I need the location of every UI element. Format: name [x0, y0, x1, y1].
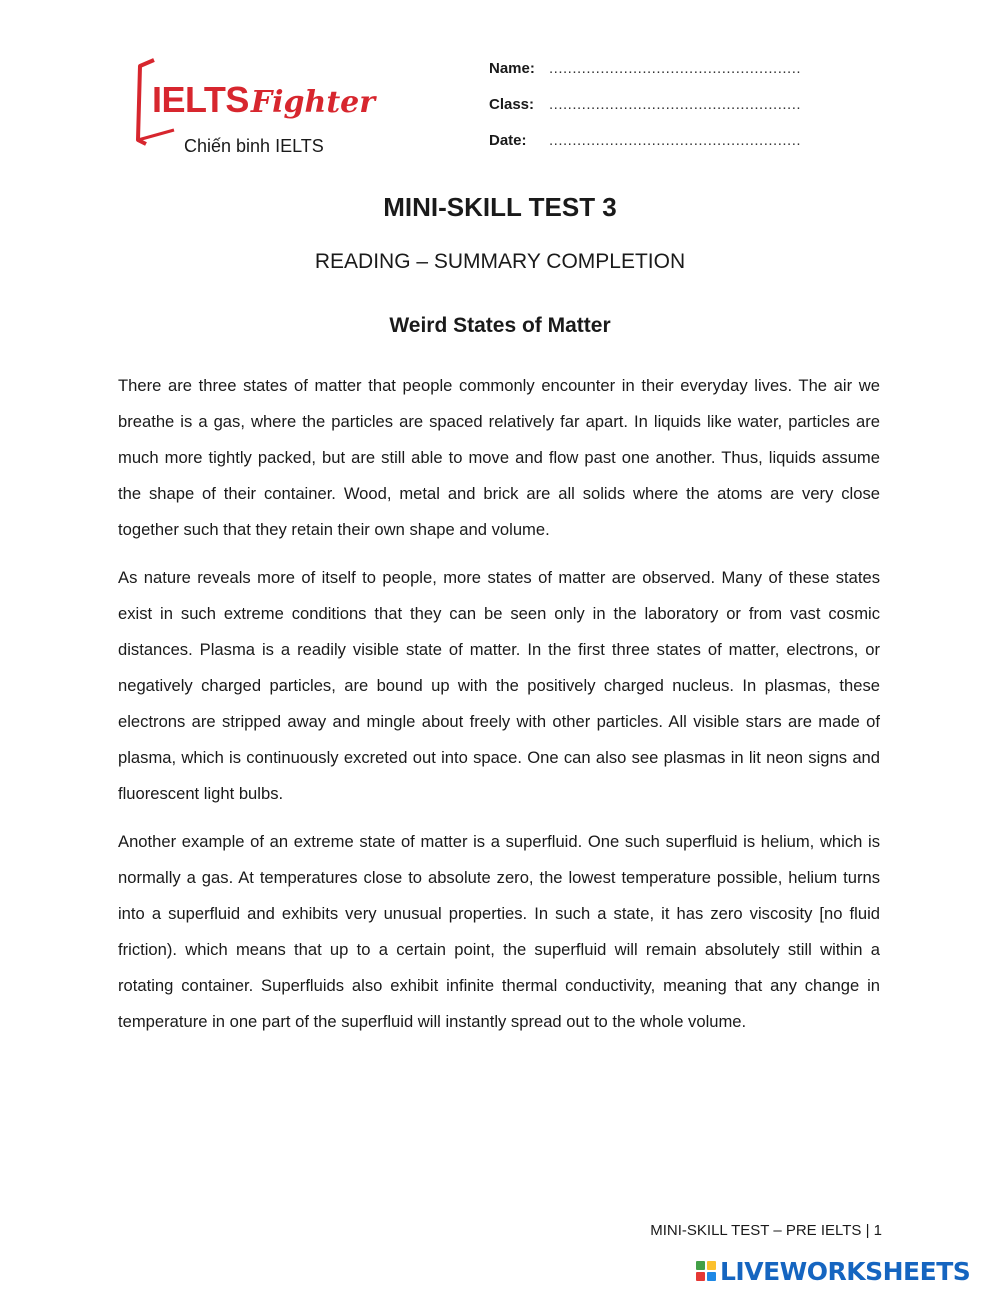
- name-blank[interactable]: ......................................................: [549, 60, 802, 77]
- name-field[interactable]: [489, 60, 829, 96]
- logo-block-red: [696, 1272, 705, 1281]
- date-label: Date:: [489, 132, 527, 149]
- class-blank[interactable]: ......................................................: [549, 96, 802, 113]
- logo-ielts-text: IELTS: [152, 79, 249, 120]
- page-footer: MINI-SKILL TEST – PRE IELTS | 1: [650, 1222, 882, 1239]
- logo-block-green: [696, 1261, 705, 1270]
- logo-tagline: Chiến binh IELTS: [184, 136, 324, 156]
- page-subtitle: READING – SUMMARY COMPLETION: [314, 250, 686, 273]
- date-blank[interactable]: ......................................................: [549, 132, 802, 149]
- page-title: MINI-SKILL TEST 3: [383, 192, 617, 222]
- liveworksheets-brand[interactable]: [696, 1256, 970, 1286]
- liveworksheets-wordmark: LIVEWORKSHEETS: [720, 1256, 971, 1286]
- reading-passage: [118, 368, 880, 1052]
- passage-paragraph-2: As nature reveals more of itself to people, more states of matter are observed. Many of these states exist in such extreme conditions that they can be seen only in the laboratory or from vast cosmic distances. Plasma is a readily visible state of matter. In the first three states of matter, electrons, or negatively charged particles, are bound up with the positively charged nucleus. In plasmas, these electrons are stripped away and mingle about freely with other particles. All visible stars are made of plasma, which is continuously excreted out into space. One can also see plasmas in lit neon signs and fluorescent light bulbs.: [118, 568, 880, 803]
- logo-block-yellow: [707, 1261, 716, 1270]
- date-field[interactable]: [489, 132, 829, 168]
- name-label: Name:: [489, 60, 535, 77]
- logo-wordmark: [152, 79, 376, 120]
- passage-paragraph-1: There are three states of matter that people commonly encounter in their everyday lives. The air we breathe is a gas, where the particles are spaced relatively far apart. In liquids like water, particles are much more tightly packed, but are still able to move and flow past one another. Thus, liquids assume the shape of their container. Wood, metal and brick are all solids where the atoms are very close together such that they retain their own shape and volume.: [118, 376, 880, 539]
- class-field[interactable]: [489, 96, 829, 132]
- ielts-fighter-logo: [134, 52, 374, 162]
- student-info-fields: [489, 60, 829, 168]
- logo-fighter-text: Fighter: [250, 85, 376, 120]
- passage-title: Weird States of Matter: [389, 314, 611, 337]
- logo-block-blue: [707, 1272, 716, 1281]
- passage-paragraph-3: Another example of an extreme state of matter is a superfluid. One such superfluid is helium, which is normally a gas. At temperatures close to absolute zero, the lowest temperature possible, helium turns into a superfluid and exhibits very unusual properties. In such a state, it has zero viscosity [no fluid friction). which means that up to a certain point, the superfluid will remain absolutely still within a rotating container. Superfluids also exhibit infinite thermal conductivity, meaning that any change in temperature in one part of the superfluid will instantly spread out to the whole volume.: [118, 832, 880, 1031]
- class-label: Class:: [489, 96, 535, 113]
- liveworksheets-logo-icon: [696, 1261, 716, 1281]
